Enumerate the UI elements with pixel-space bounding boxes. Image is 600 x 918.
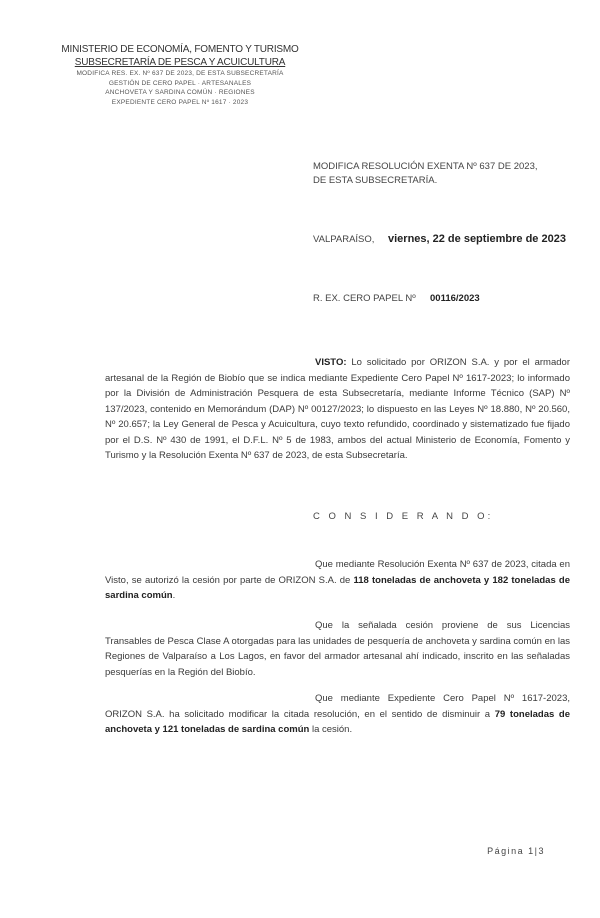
subsecretaria-name: SUBSECRETARÍA DE PESCA Y ACUICULTURA [74,57,286,68]
header-line-4: EXPEDIENTE CERO PAPEL Nº 1617 · 2023 [111,98,249,106]
considerando-paragraph-3 [105,691,570,738]
resolution-label: R. EX. CERO PAPEL Nº [313,293,416,304]
ministry-name: MINISTERIO DE ECONOMÍA, FOMENTO Y TURISMO [61,44,299,55]
visto-paragraph [105,355,570,464]
visto-lead: VISTO: [315,357,347,368]
p1-text-c: . [172,590,176,601]
considerando-heading: C O N S I D E R A N D O: [313,511,494,522]
header-line-1: MODIFICA RES. EX. Nº 637 DE 2023, DE ESTA SUBSECRETARÍA [76,70,284,77]
considerando-paragraph-2 [105,618,570,680]
p1-tonnage: 118 toneladas de anchoveta y 182 toneladas de sardina común [105,574,570,601]
considerando-paragraph-1 [105,557,570,604]
resolution-number: 00116/2023 [430,293,480,304]
header-line-3: ANCHOVETA Y SARDINA COMÚN · REGIONES [105,89,255,96]
document-date: viernes, 22 de septiembre de 2023 [388,233,566,245]
p3-text-c: la cesión. [311,724,353,735]
resolution-number-row [313,293,480,304]
header-line-2: GESTIÓN DE CERO PAPEL · ARTESANALES [108,79,252,87]
place-label: VALPARAÍSO, [313,234,375,245]
page-number: Página 1|3 [487,846,545,856]
p3-tonnage: 79 toneladas de anchoveta y 121 toneladas de sardina común [105,708,570,735]
p2-text: Que la señalada cesión proviene de sus Licencias Transables de Pesca Clase A otorgadas para las unidades de pesquería de anchoveta y sardina común en las Regiones de Valparaíso a Los Lagos, en favor del armador artesanal ahí indicado, inscrito en las señaladas pesquerías en la Región del Biobío. [105,620,570,678]
document-subject: MODIFICA RESOLUCIÓN EXENTA Nº 637 DE 2023, DE ESTA SUBSECRETARÍA. [313,161,538,186]
place-date-row [313,233,566,245]
p3-text-a: Que mediante Expediente Cero Papel Nº 1617-2023, ORIZON S.A. ha solicitado modificar la citada resolución, en el sentido de disminuir a [105,693,570,720]
letterhead [60,43,300,107]
visto-text: Lo solicitado por ORIZON S.A. y por el armador artesanal de la Región de Biobío que se indica mediante Expediente Cero Papel Nº 1617-2023; lo informado por la División de Administración Pesquera de esta Subsecretaría, mediante Informe Técnico (SAP) Nº 137/2023, contenido en Memorándum (DAP) Nº 00127/2023; lo dispuesto en las Leyes Nº 18.880, Nº 20.560, Nº 20.657; la Ley General de Pesca y Acuicultura, cuyo texto refundido, coordinado y sistematizado fue fijado por el D.S. Nº 430 de 1991, el D.F.L. Nº 5 de 1983, ambos del actual Ministerio de Economía, Fomento y Turismo y la Resolución Exenta Nº 637 de 2023, de esta Subsecretaría. [105,357,570,461]
p1-text-a: Que mediante Resolución Exenta Nº 637 de 2023, citada en Visto, se autorizó la cesión por parte de ORIZON S.A. de [105,559,570,586]
